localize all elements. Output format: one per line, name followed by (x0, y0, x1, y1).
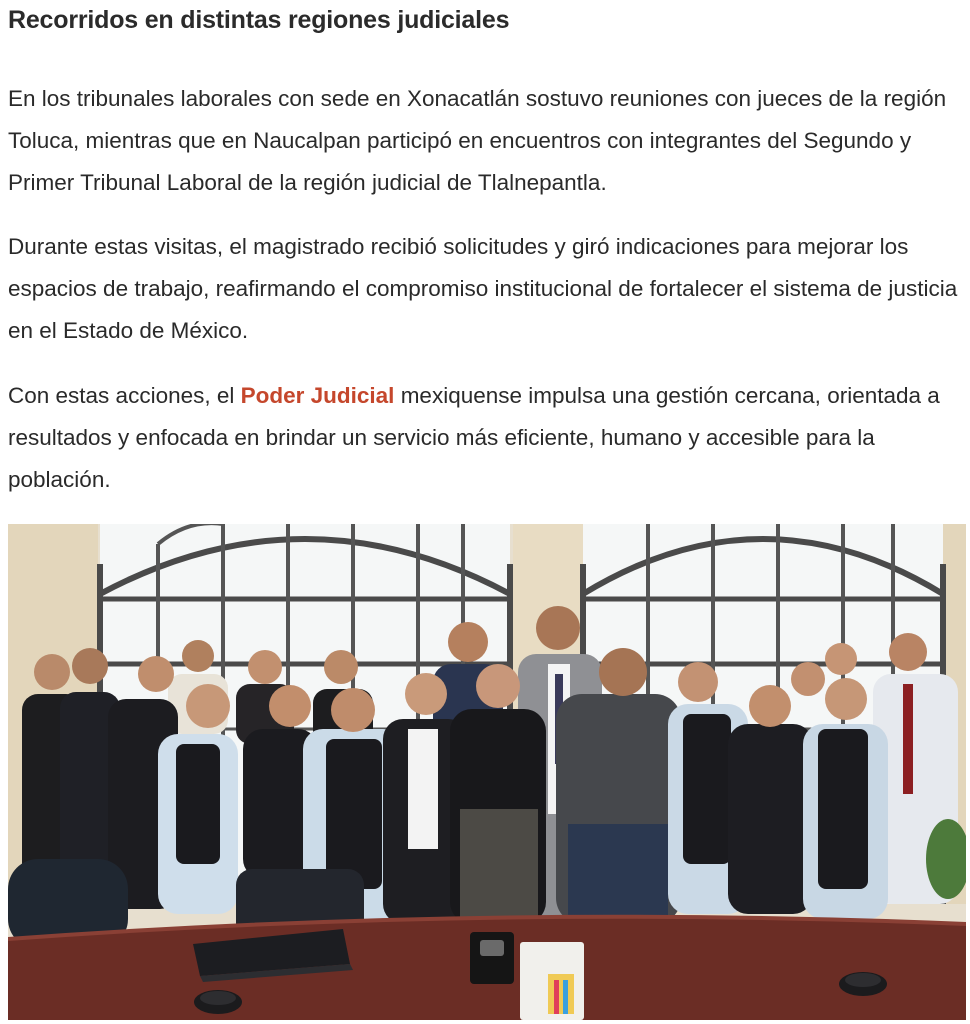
section-heading: Recorridos en distintas regiones judiciales (8, 6, 510, 34)
paragraph-1: En los tribunales laborales con sede en Xonacatlán sostuvo reuniones con jueces de la región Toluca, mientras que en Naucalpan participó en encuentros con integrantes del Segundo y Primer Tribunal Laboral de la región judicial de Tlalnepantla. (8, 86, 947, 195)
conference-phone-icon (839, 972, 887, 996)
notebook-icon (520, 942, 584, 1020)
conference-phone-icon (194, 990, 242, 1014)
paragraph-3-after: mexiquense impulsa una gestión cercana, orientada a resultados y enfocada en brindar un servicio más eficiente, humano y accesible para la población. (8, 383, 940, 492)
paragraph-3-before: Con estas acciones, el (8, 383, 241, 408)
poder-judicial-link[interactable]: Poder Judicial (240, 383, 395, 408)
paragraph-3 (8, 375, 963, 501)
paragraph-2: Durante estas visitas, el magistrado recibió solicitudes y giró indicaciones para mejorar los espacios de trabajo, reafirmando el compromiso institucional de fortalecer el sistema de justicia en el Estado de México. (8, 234, 958, 343)
group-photo (8, 524, 966, 1020)
